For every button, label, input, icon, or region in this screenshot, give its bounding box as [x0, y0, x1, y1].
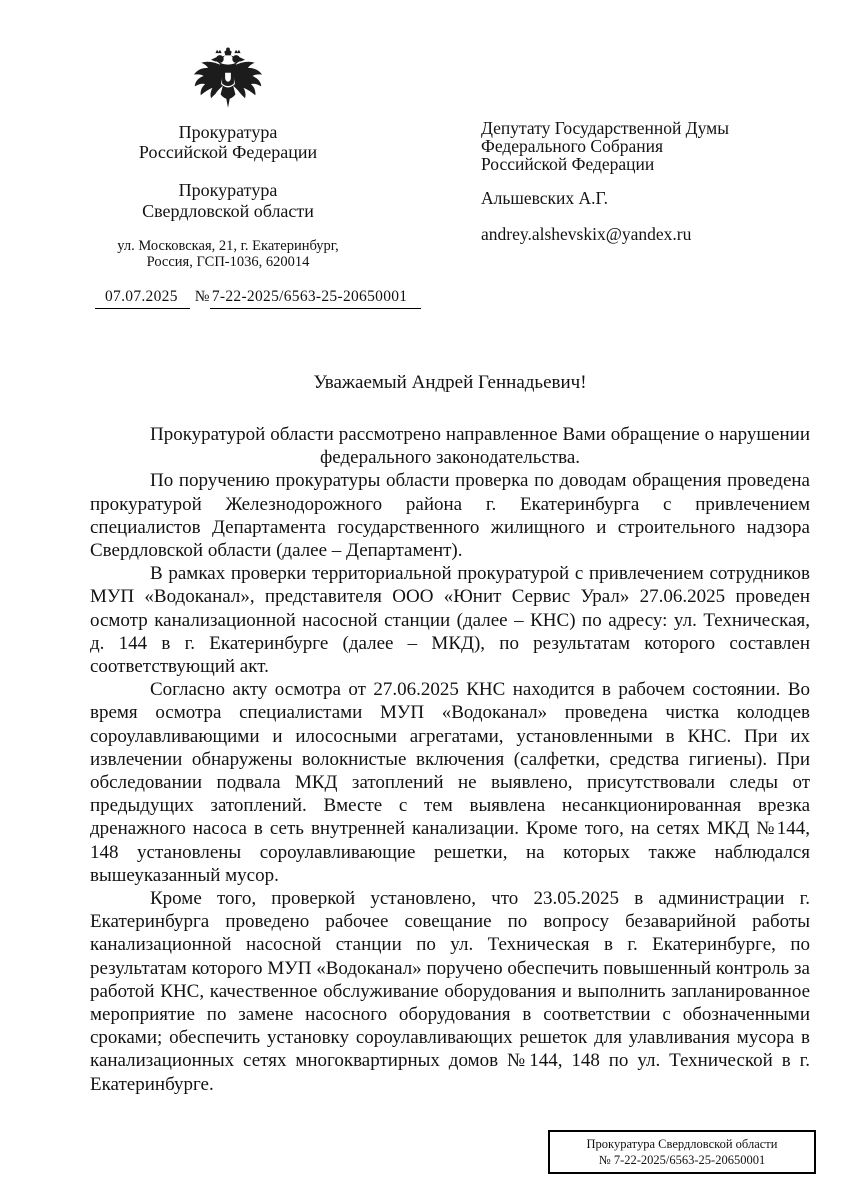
stamp-number: 7-22-2025/6563-25-20650001 [613, 1153, 766, 1167]
org-region-line2: Свердловской области [142, 201, 314, 221]
registration-stamp [548, 1130, 816, 1174]
paragraph-2: По поручению прокуратуры области проверка по доводам обращения проведена прокуратурой Железнодорожного района г. Екатеринбурга с привлечением специалистов Департамента государственного жилищного и строительного надзора Свердловской области (далее – Департамент). [90, 470, 810, 562]
paragraph-4: Согласно акту осмотра от 27.06.2025 КНС находится в рабочем состоянии. Во время осмотра специалистами МУП «Водоканал» проведена чистка колодцев сороулавливающими и илососными агрегатами, установленными в КНС. При их извлечении обнаружены волокнистые включения (салфетки, средства гигиены). При обследовании подвала МКД затоплений не выявлено, присутствовали следы от предыдущих затоплений. Вместе с тем выявлена несанкционированная врезка дренажного насоса в сеть внутренней канализации. Кроме того, на сетях МКД №144, 148 установлены сороулавливающие решетки, на которых также наблюдался вышеуказанный мусор. [90, 679, 810, 886]
recipient-line2: Федерального Собрания [481, 136, 664, 156]
recipient-name: Альшевских А.Г. [481, 188, 609, 208]
org-federation-line2: Российской Федерации [138, 142, 318, 162]
org-name-region [97, 180, 359, 222]
letter-body [90, 371, 810, 1096]
paragraph-3: В рамках проверки территориальной прокуратурой с привлечением сотрудников МУП «Водоканал», представителя ООО «Юнит Сервис Урал» 27.06.2025 проведен осмотр канализационной насосной станции (далее – КНС) по адресу: ул. Техническая, д. 144 в г. Екатеринбурге (далее – МКД), по результатам которого составлен соответствующий акт. [90, 563, 810, 678]
stamp-org-name: Прокуратура Свердловской области [586, 1137, 778, 1151]
org-address [97, 239, 359, 270]
number-sign: № [194, 288, 210, 305]
recipient-line1: Депутату Государственной Думы [481, 118, 729, 138]
paragraph-5: Кроме того, проверкой установлено, что 23.05.2025 в администрации г. Екатеринбурга проведено рабочее совещание по вопросу безаварийной работы канализационной насосной станции по ул. Техническая в г. Екатеринбурге, по результатам которого МУП «Водоканал» поручено обеспечить повышенный контроль за работой КНС, качественное обслуживание оборудования и выполнить запланированное мероприятие по замене насосного оборудования в соответствии с обозначенными сроками; обеспечить установку сороулавливающих решеток для улавливания мусора в канализационных сетях многоквартирных домов №144, 148 по ул. Технической в г. Екатеринбурге. [90, 888, 810, 1095]
outgoing-number: 7-22-2025/6563-25-20650001 [210, 288, 422, 309]
paragraph-1: Прокуратурой области рассмотрено направленное Вами обращение о нарушении федерального законодательства. [150, 424, 810, 469]
recipient-block [481, 119, 791, 243]
org-federation-line1: Прокуратура [178, 122, 278, 142]
org-name-federation [97, 122, 359, 162]
recipient-email: andrey.alshevskix@yandex.ru [481, 224, 692, 244]
reference-line [95, 288, 421, 309]
recipient-line3: Российской Федерации [481, 154, 655, 174]
letterhead [97, 45, 359, 270]
letter-date: 07.07.2025 [95, 288, 190, 309]
org-region-line1: Прокуратура [178, 180, 278, 200]
salutation: Уважаемый Андрей Геннадьевич! [313, 372, 587, 393]
org-address-line1: ул. Московская, 21, г. Екатеринбург, [117, 238, 339, 254]
stamp-number-line [550, 1152, 814, 1168]
stamp-number-sign: № [598, 1153, 611, 1167]
russian-coat-of-arms-icon [191, 45, 265, 113]
org-address-line2: Россия, ГСП-1036, 620014 [146, 253, 310, 270]
